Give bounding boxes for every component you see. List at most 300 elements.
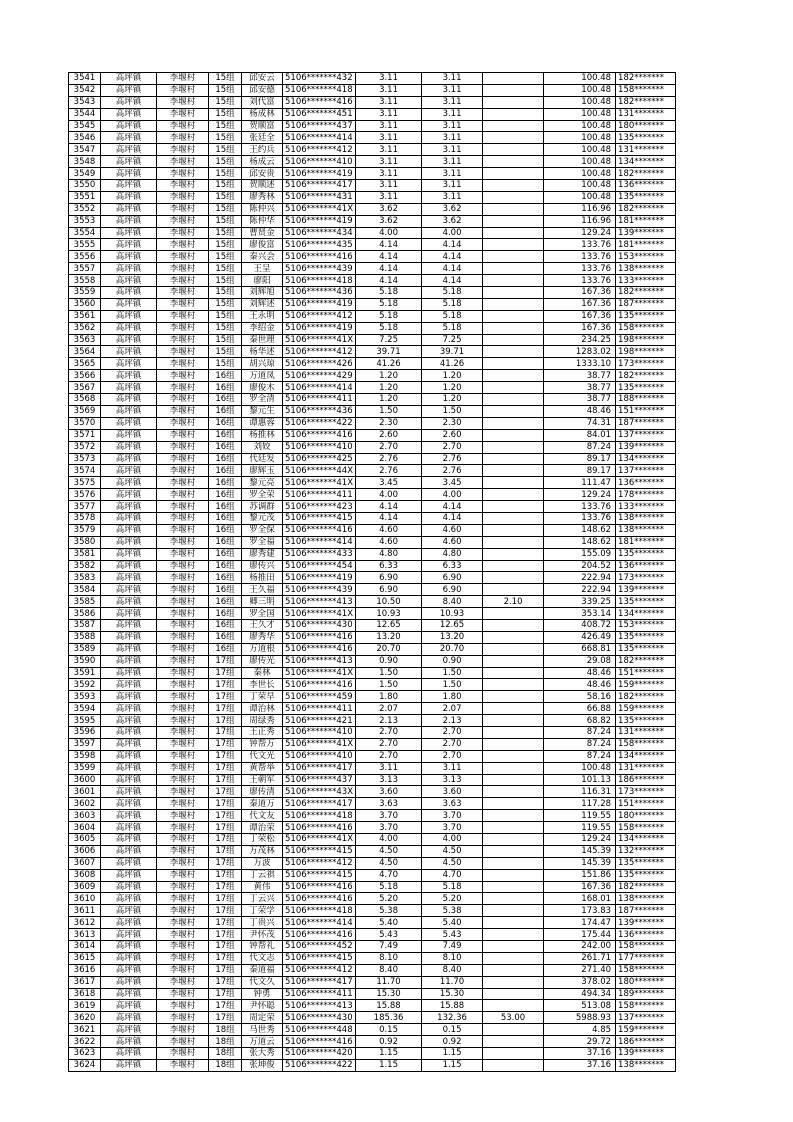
area-b-cell — [483, 370, 544, 382]
person-name-cell: 黄帮举 — [242, 762, 283, 774]
village-cell: 李堰村 — [157, 287, 209, 299]
village-cell: 李堰村 — [157, 191, 209, 203]
phone-number-cell: 133******* — [616, 275, 676, 287]
town-cell: 高坪镇 — [101, 429, 157, 441]
area-a-cell: 3.62 — [422, 203, 483, 215]
row-number-cell: 3602 — [69, 798, 101, 810]
table-row — [69, 239, 676, 251]
amount-cell: 111.47 — [544, 477, 616, 489]
area-b-cell — [483, 156, 544, 168]
table-row — [69, 191, 676, 203]
area-b-cell — [483, 287, 544, 299]
person-name-cell: 廖传清 — [242, 786, 283, 798]
area-total-cell: 5.18 — [356, 287, 422, 299]
amount-cell: 100.48 — [544, 762, 616, 774]
area-total-cell: 12.65 — [356, 619, 422, 631]
id-number-cell: 5106*******436 — [283, 287, 356, 299]
village-cell: 李堰村 — [157, 596, 209, 608]
amount-cell: 204.52 — [544, 560, 616, 572]
village-cell: 李堰村 — [157, 156, 209, 168]
village-cell: 李堰村 — [157, 203, 209, 215]
row-number-cell: 3575 — [69, 477, 101, 489]
person-name-cell: 廖阳 — [242, 275, 283, 287]
village-cell: 李堰村 — [157, 845, 209, 857]
table-row — [69, 358, 676, 370]
amount-cell: 100.48 — [544, 144, 616, 156]
area-b-cell — [483, 108, 544, 120]
id-number-cell: 5106*******414 — [283, 132, 356, 144]
area-b-cell — [483, 298, 544, 310]
id-number-cell: 5106*******418 — [283, 810, 356, 822]
town-cell: 高坪镇 — [101, 346, 157, 358]
village-cell: 李堰村 — [157, 703, 209, 715]
phone-number-cell: 134******* — [616, 156, 676, 168]
id-number-cell: 5106*******452 — [283, 941, 356, 953]
phone-number-cell: 158******* — [616, 84, 676, 96]
group-cell: 17组 — [209, 750, 242, 762]
area-total-cell: 41.26 — [356, 358, 422, 370]
group-cell: 16组 — [209, 394, 242, 406]
table-row — [69, 608, 676, 620]
person-name-cell: 邱安云 — [242, 73, 283, 85]
town-cell: 高坪镇 — [101, 263, 157, 275]
area-total-cell: 3.11 — [356, 156, 422, 168]
id-number-cell: 5106*******416 — [283, 929, 356, 941]
amount-cell: 66.88 — [544, 703, 616, 715]
group-cell: 15组 — [209, 251, 242, 263]
person-name-cell: 钟帮万 — [242, 738, 283, 750]
area-total-cell: 1.50 — [356, 679, 422, 691]
area-a-cell: 5.18 — [422, 298, 483, 310]
group-cell: 16组 — [209, 608, 242, 620]
group-cell: 16组 — [209, 489, 242, 501]
village-cell: 李堰村 — [157, 964, 209, 976]
area-b-cell — [483, 1048, 544, 1060]
town-cell: 高坪镇 — [101, 180, 157, 192]
phone-number-cell: 151******* — [616, 405, 676, 417]
town-cell: 高坪镇 — [101, 132, 157, 144]
village-cell: 李堰村 — [157, 465, 209, 477]
group-cell: 17组 — [209, 691, 242, 703]
table-row — [69, 132, 676, 144]
area-b-cell — [483, 667, 544, 679]
phone-number-cell: 138******* — [616, 1059, 676, 1071]
amount-cell: 133.76 — [544, 501, 616, 513]
area-a-cell: 4.14 — [422, 501, 483, 513]
row-number-cell: 3591 — [69, 667, 101, 679]
area-total-cell: 3.63 — [356, 798, 422, 810]
amount-cell: 100.48 — [544, 156, 616, 168]
village-cell: 李堰村 — [157, 560, 209, 572]
table-row — [69, 1059, 676, 1071]
amount-cell: 100.48 — [544, 168, 616, 180]
phone-number-cell: 159******* — [616, 703, 676, 715]
amount-cell: 117.28 — [544, 798, 616, 810]
id-number-cell: 5106*******413 — [283, 655, 356, 667]
table-body — [69, 73, 676, 1072]
row-number-cell: 3584 — [69, 584, 101, 596]
area-a-cell: 2.07 — [422, 703, 483, 715]
area-total-cell: 5.18 — [356, 310, 422, 322]
area-a-cell: 6.90 — [422, 584, 483, 596]
person-name-cell: 万波 — [242, 857, 283, 869]
town-cell: 高坪镇 — [101, 1000, 157, 1012]
area-a-cell: 1.50 — [422, 405, 483, 417]
village-cell: 李堰村 — [157, 834, 209, 846]
id-number-cell: 5106*******412 — [283, 857, 356, 869]
amount-cell: 100.48 — [544, 180, 616, 192]
row-number-cell: 3614 — [69, 941, 101, 953]
town-cell: 高坪镇 — [101, 453, 157, 465]
amount-cell: 84.01 — [544, 429, 616, 441]
row-number-cell: 3582 — [69, 560, 101, 572]
village-cell: 李堰村 — [157, 1036, 209, 1048]
row-number-cell: 3596 — [69, 726, 101, 738]
area-a-cell: 5.18 — [422, 287, 483, 299]
table-row — [69, 405, 676, 417]
id-number-cell: 5106*******425 — [283, 453, 356, 465]
town-cell: 高坪镇 — [101, 941, 157, 953]
area-total-cell: 15.88 — [356, 1000, 422, 1012]
amount-cell: 151.86 — [544, 869, 616, 881]
person-name-cell: 罗全保 — [242, 524, 283, 536]
id-number-cell: 5106*******415 — [283, 952, 356, 964]
person-name-cell: 邱安德 — [242, 84, 283, 96]
area-total-cell: 4.80 — [356, 548, 422, 560]
table-row — [69, 180, 676, 192]
village-cell: 李堰村 — [157, 263, 209, 275]
amount-cell: 101.13 — [544, 774, 616, 786]
row-number-cell: 3541 — [69, 73, 101, 85]
table-row — [69, 869, 676, 881]
town-cell: 高坪镇 — [101, 774, 157, 786]
amount-cell: 174.47 — [544, 917, 616, 929]
phone-number-cell: 139******* — [616, 584, 676, 596]
amount-cell: 167.36 — [544, 310, 616, 322]
group-cell: 15组 — [209, 334, 242, 346]
area-a-cell: 15.88 — [422, 1000, 483, 1012]
id-number-cell: 5106*******422 — [283, 417, 356, 429]
town-cell: 高坪镇 — [101, 108, 157, 120]
area-total-cell: 3.70 — [356, 810, 422, 822]
area-b-cell — [483, 834, 544, 846]
amount-cell: 119.55 — [544, 822, 616, 834]
table-row — [69, 631, 676, 643]
area-a-cell: 41.26 — [422, 358, 483, 370]
town-cell: 高坪镇 — [101, 334, 157, 346]
amount-cell: 378.02 — [544, 976, 616, 988]
person-name-cell: 廖秀华 — [242, 631, 283, 643]
group-cell: 16组 — [209, 477, 242, 489]
phone-number-cell: 135******* — [616, 857, 676, 869]
group-cell: 17组 — [209, 738, 242, 750]
area-b-cell — [483, 120, 544, 132]
amount-cell: 167.36 — [544, 287, 616, 299]
town-cell: 高坪镇 — [101, 631, 157, 643]
area-a-cell: 1.20 — [422, 394, 483, 406]
town-cell: 高坪镇 — [101, 715, 157, 727]
area-b-cell — [483, 73, 544, 85]
id-number-cell: 5106*******451 — [283, 108, 356, 120]
phone-number-cell: 131******* — [616, 762, 676, 774]
table-row — [69, 619, 676, 631]
person-name-cell: 刘姣 — [242, 441, 283, 453]
row-number-cell: 3544 — [69, 108, 101, 120]
table-row — [69, 120, 676, 132]
area-a-cell: 4.00 — [422, 489, 483, 501]
area-total-cell: 2.30 — [356, 417, 422, 429]
row-number-cell: 3605 — [69, 834, 101, 846]
town-cell: 高坪镇 — [101, 405, 157, 417]
row-number-cell: 3581 — [69, 548, 101, 560]
phone-number-cell: 153******* — [616, 251, 676, 263]
row-number-cell: 3565 — [69, 358, 101, 370]
amount-cell: 133.76 — [544, 275, 616, 287]
town-cell: 高坪镇 — [101, 572, 157, 584]
row-number-cell: 3586 — [69, 608, 101, 620]
area-a-cell: 4.14 — [422, 275, 483, 287]
area-b-cell — [483, 1024, 544, 1036]
table-row — [69, 964, 676, 976]
id-number-cell: 5106*******416 — [283, 822, 356, 834]
table-row — [69, 738, 676, 750]
town-cell: 高坪镇 — [101, 726, 157, 738]
town-cell: 高坪镇 — [101, 203, 157, 215]
person-name-cell: 廖传兴 — [242, 560, 283, 572]
table-row — [69, 275, 676, 287]
group-cell: 15组 — [209, 358, 242, 370]
id-number-cell: 5106*******413 — [283, 596, 356, 608]
area-total-cell: 2.70 — [356, 441, 422, 453]
area-a-cell: 4.14 — [422, 251, 483, 263]
group-cell: 15组 — [209, 203, 242, 215]
area-b-cell — [483, 703, 544, 715]
phone-number-cell: 135******* — [616, 310, 676, 322]
area-b-cell — [483, 929, 544, 941]
table-row — [69, 251, 676, 263]
table-row — [69, 1000, 676, 1012]
row-number-cell: 3594 — [69, 703, 101, 715]
area-b-cell — [483, 952, 544, 964]
person-name-cell: 黎元茂 — [242, 512, 283, 524]
amount-cell: 38.77 — [544, 394, 616, 406]
table-row — [69, 465, 676, 477]
area-total-cell: 5.18 — [356, 322, 422, 334]
id-number-cell: 5106*******437 — [283, 120, 356, 132]
town-cell: 高坪镇 — [101, 786, 157, 798]
id-number-cell: 5106*******416 — [283, 524, 356, 536]
town-cell: 高坪镇 — [101, 619, 157, 631]
id-number-cell: 5106*******421 — [283, 715, 356, 727]
row-number-cell: 3597 — [69, 738, 101, 750]
area-a-cell: 1.50 — [422, 679, 483, 691]
data-table — [68, 72, 676, 1072]
area-a-cell: 6.90 — [422, 572, 483, 584]
area-total-cell: 2.76 — [356, 453, 422, 465]
amount-cell: 100.48 — [544, 84, 616, 96]
village-cell: 李堰村 — [157, 667, 209, 679]
table-row — [69, 334, 676, 346]
phone-number-cell: 139******* — [616, 227, 676, 239]
person-name-cell: 陈仲华 — [242, 215, 283, 227]
id-number-cell: 5106*******429 — [283, 370, 356, 382]
village-cell: 李堰村 — [157, 822, 209, 834]
table-row — [69, 703, 676, 715]
amount-cell: 48.46 — [544, 405, 616, 417]
row-number-cell: 3585 — [69, 596, 101, 608]
amount-cell: 58.16 — [544, 691, 616, 703]
id-number-cell: 5106*******419 — [283, 322, 356, 334]
village-cell: 李堰村 — [157, 382, 209, 394]
area-b-cell — [483, 346, 544, 358]
area-total-cell: 2.07 — [356, 703, 422, 715]
phone-number-cell: 158******* — [616, 941, 676, 953]
group-cell: 16组 — [209, 465, 242, 477]
table-row — [69, 548, 676, 560]
row-number-cell: 3610 — [69, 893, 101, 905]
area-a-cell: 4.50 — [422, 845, 483, 857]
person-name-cell: 周绿秀 — [242, 715, 283, 727]
group-cell: 16组 — [209, 572, 242, 584]
phone-number-cell: 178******* — [616, 489, 676, 501]
area-a-cell: 3.11 — [422, 73, 483, 85]
area-b-cell — [483, 191, 544, 203]
row-number-cell: 3552 — [69, 203, 101, 215]
area-a-cell: 2.70 — [422, 726, 483, 738]
village-cell: 李堰村 — [157, 394, 209, 406]
area-b-cell — [483, 227, 544, 239]
phone-number-cell: 138******* — [616, 512, 676, 524]
town-cell: 高坪镇 — [101, 489, 157, 501]
area-b-cell — [483, 322, 544, 334]
table-row — [69, 691, 676, 703]
phone-number-cell: 133******* — [616, 501, 676, 513]
person-name-cell: 杨推田 — [242, 572, 283, 584]
village-cell: 李堰村 — [157, 548, 209, 560]
amount-cell: 1283.02 — [544, 346, 616, 358]
village-cell: 李堰村 — [157, 512, 209, 524]
phone-number-cell: 137******* — [616, 1012, 676, 1024]
area-total-cell: 3.11 — [356, 73, 422, 85]
village-cell: 李堰村 — [157, 453, 209, 465]
person-name-cell: 周定荣 — [242, 1012, 283, 1024]
amount-cell: 116.31 — [544, 786, 616, 798]
id-number-cell: 5106*******417 — [283, 762, 356, 774]
person-name-cell: 刘代富 — [242, 96, 283, 108]
row-number-cell: 3588 — [69, 631, 101, 643]
row-number-cell: 3609 — [69, 881, 101, 893]
village-cell: 李堰村 — [157, 358, 209, 370]
table-row — [69, 203, 676, 215]
town-cell: 高坪镇 — [101, 1059, 157, 1071]
person-name-cell: 杨成云 — [242, 156, 283, 168]
group-cell: 15组 — [209, 346, 242, 358]
town-cell: 高坪镇 — [101, 608, 157, 620]
person-name-cell: 黄伟 — [242, 881, 283, 893]
area-a-cell: 5.18 — [422, 322, 483, 334]
id-number-cell: 5106*******411 — [283, 489, 356, 501]
area-b-cell — [483, 489, 544, 501]
village-cell: 李堰村 — [157, 941, 209, 953]
table-row — [69, 1048, 676, 1060]
table-row — [69, 917, 676, 929]
id-number-cell: 5106*******413 — [283, 1000, 356, 1012]
town-cell: 高坪镇 — [101, 679, 157, 691]
town-cell: 高坪镇 — [101, 215, 157, 227]
phone-number-cell: 135******* — [616, 596, 676, 608]
phone-number-cell: 182******* — [616, 73, 676, 85]
phone-number-cell: 131******* — [616, 108, 676, 120]
village-cell: 李堰村 — [157, 275, 209, 287]
phone-number-cell: 151******* — [616, 798, 676, 810]
village-cell: 李堰村 — [157, 631, 209, 643]
row-number-cell: 3542 — [69, 84, 101, 96]
area-a-cell: 4.00 — [422, 227, 483, 239]
area-total-cell: 1.15 — [356, 1048, 422, 1060]
area-total-cell: 10.50 — [356, 596, 422, 608]
id-number-cell: 5106*******430 — [283, 619, 356, 631]
table-row — [69, 750, 676, 762]
group-cell: 17组 — [209, 976, 242, 988]
town-cell: 高坪镇 — [101, 441, 157, 453]
row-number-cell: 3622 — [69, 1036, 101, 1048]
amount-cell: 100.48 — [544, 191, 616, 203]
id-number-cell: 5106*******41X — [283, 667, 356, 679]
area-a-cell: 2.70 — [422, 738, 483, 750]
area-total-cell: 7.25 — [356, 334, 422, 346]
row-number-cell: 3611 — [69, 905, 101, 917]
area-a-cell: 0.15 — [422, 1024, 483, 1036]
group-cell: 15组 — [209, 120, 242, 132]
id-number-cell: 5106*******434 — [283, 227, 356, 239]
table-row — [69, 822, 676, 834]
village-cell: 李堰村 — [157, 572, 209, 584]
table-row — [69, 287, 676, 299]
amount-cell: 29.72 — [544, 1036, 616, 1048]
area-a-cell: 39.71 — [422, 346, 483, 358]
village-cell: 李堰村 — [157, 655, 209, 667]
group-cell: 17组 — [209, 774, 242, 786]
area-b-cell — [483, 144, 544, 156]
id-number-cell: 5106*******412 — [283, 346, 356, 358]
id-number-cell: 5106*******417 — [283, 976, 356, 988]
amount-cell: 48.46 — [544, 667, 616, 679]
group-cell: 16组 — [209, 429, 242, 441]
person-name-cell: 万道根 — [242, 643, 283, 655]
village-cell: 李堰村 — [157, 917, 209, 929]
area-b-cell — [483, 857, 544, 869]
id-number-cell: 5106*******419 — [283, 572, 356, 584]
area-b-cell — [483, 655, 544, 667]
area-a-cell: 2.30 — [422, 417, 483, 429]
area-a-cell: 2.13 — [422, 715, 483, 727]
person-name-cell: 钟勇 — [242, 988, 283, 1000]
id-number-cell: 5106*******44X — [283, 465, 356, 477]
id-number-cell: 5106*******41X — [283, 203, 356, 215]
id-number-cell: 5106*******416 — [283, 893, 356, 905]
person-name-cell: 王正秀 — [242, 726, 283, 738]
village-cell: 李堰村 — [157, 715, 209, 727]
area-b-cell — [483, 382, 544, 394]
amount-cell: 167.36 — [544, 298, 616, 310]
id-number-cell: 5106*******41X — [283, 477, 356, 489]
area-a-cell: 13.20 — [422, 631, 483, 643]
row-number-cell: 3603 — [69, 810, 101, 822]
area-a-cell: 1.15 — [422, 1059, 483, 1071]
id-number-cell: 5106*******411 — [283, 394, 356, 406]
table-row — [69, 1036, 676, 1048]
area-b-cell — [483, 405, 544, 417]
